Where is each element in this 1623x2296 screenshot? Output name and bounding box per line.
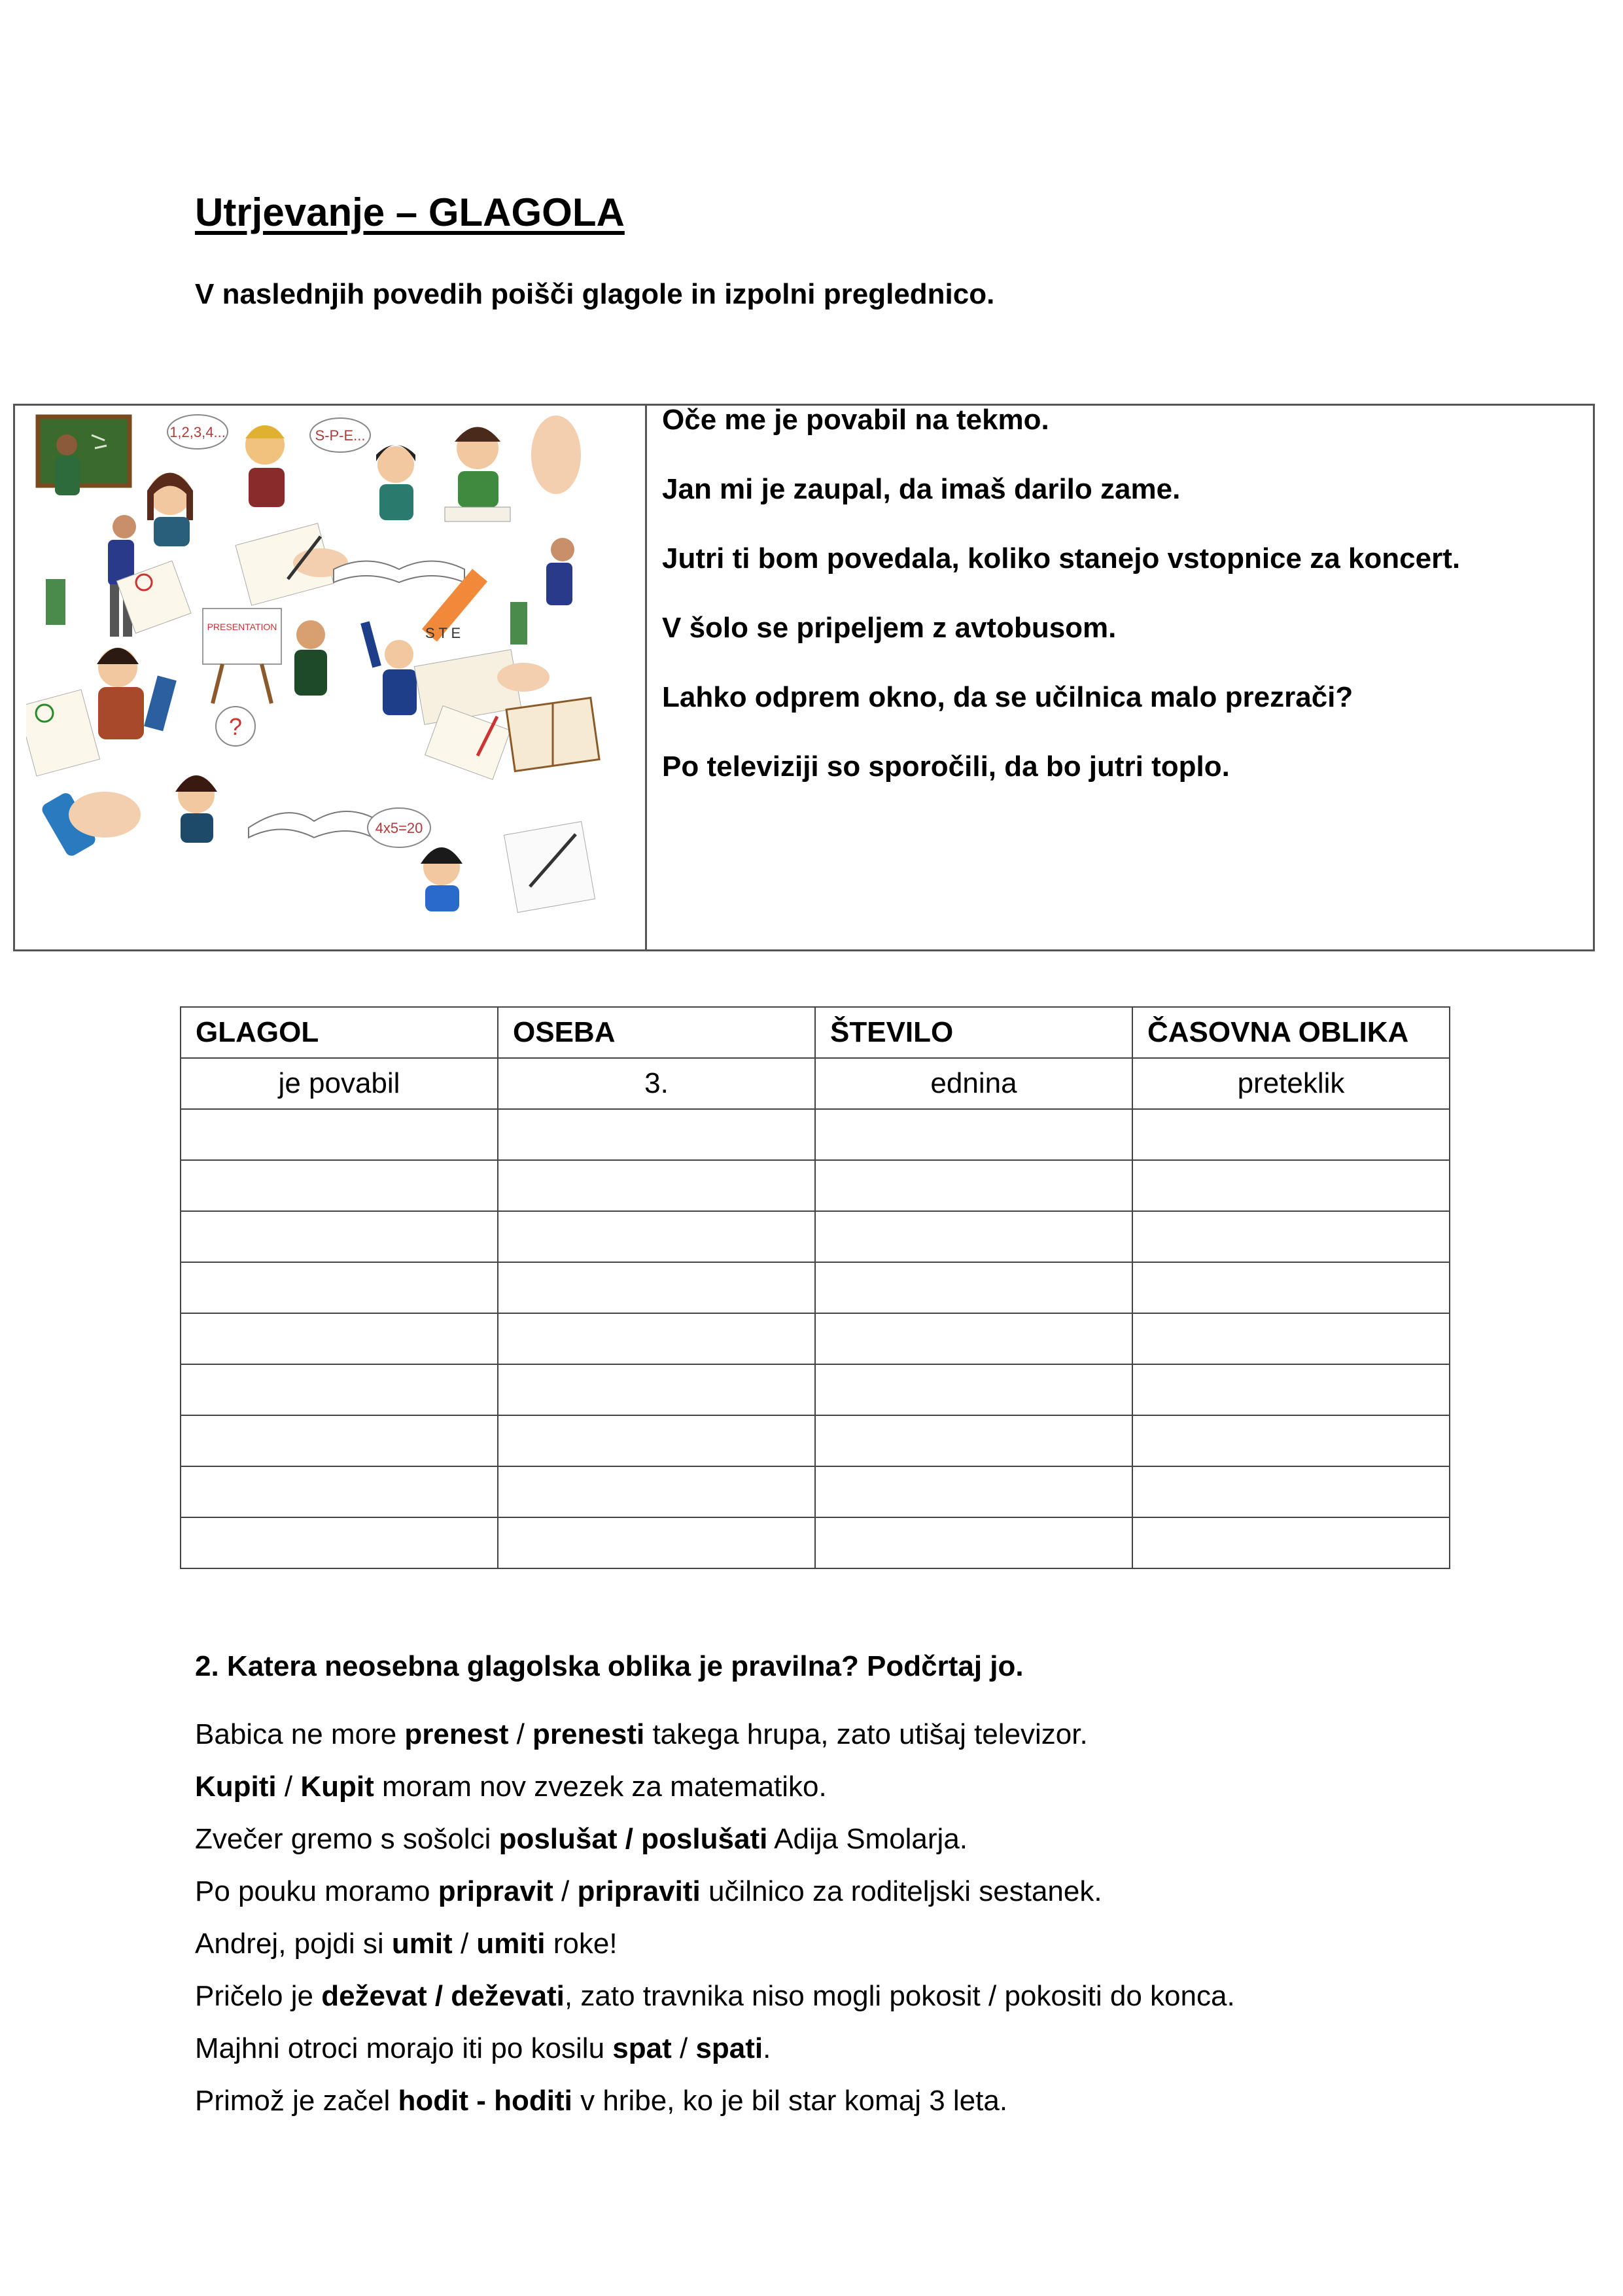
table-cell[interactable] xyxy=(815,1364,1132,1415)
open-book-flipping-icon xyxy=(249,811,379,838)
exercise-line xyxy=(195,1980,1235,2013)
exercise-line xyxy=(195,1875,1102,1908)
table-cell[interactable] xyxy=(1132,1364,1450,1415)
exercise-text: Zvečer gremo s sošolci xyxy=(195,1823,499,1855)
verb-choice[interactable]: Kupit xyxy=(300,1771,374,1803)
exercise-text: Pričelo je xyxy=(195,1980,322,2012)
chalkboard-teacher-icon xyxy=(38,417,130,495)
exercise-text: / xyxy=(452,1928,477,1960)
table-cell[interactable] xyxy=(498,1109,815,1160)
table-cell[interactable] xyxy=(498,1466,815,1517)
table-cell[interactable] xyxy=(815,1262,1132,1313)
walking-student-icon xyxy=(46,515,136,637)
table-cell[interactable] xyxy=(498,1517,815,1568)
exercise-text: roke! xyxy=(545,1928,618,1960)
header-glagol: GLAGOL xyxy=(181,1007,498,1058)
shocked-student-icon xyxy=(175,775,217,843)
exercise-text: . xyxy=(763,2032,771,2064)
surprised-student-icon xyxy=(147,473,193,547)
verb-choice[interactable]: pripravit xyxy=(438,1875,553,1907)
table-row xyxy=(181,1517,1450,1568)
table-cell[interactable] xyxy=(181,1262,498,1313)
bubble-spelling-text: S-P-E... xyxy=(315,427,366,444)
exercise-text: Po pouku moramo xyxy=(195,1875,438,1907)
sentence-6: Po televiziji so sporočili, da bo jutri toplo. xyxy=(662,751,1230,783)
verb-choice[interactable]: hodit - hoditi xyxy=(398,2085,572,2117)
listening-hand-icon xyxy=(531,415,581,494)
header-casovna-oblika: ČASOVNA OBLIKA xyxy=(1132,1007,1450,1058)
header-stevilo: ŠTEVILO xyxy=(815,1007,1132,1058)
easel-presentation-text: PRESENTATION xyxy=(207,622,277,632)
graded-test-icon xyxy=(26,690,100,776)
verb-choice[interactable]: umit xyxy=(391,1928,453,1960)
exercise-text: Adija Smolarja. xyxy=(767,1823,968,1855)
sentence-2: Jan mi je zaupal, da imaš darilo zame. xyxy=(662,473,1181,505)
notebook-icon xyxy=(506,698,599,771)
pencil-on-paper-icon xyxy=(504,821,595,912)
verb-choice[interactable]: Kupiti xyxy=(195,1771,277,1803)
verb-choice[interactable]: prenesti xyxy=(532,1718,645,1750)
sentence-5: Lahko odprem okno, da se učilnica malo prezrači? xyxy=(662,681,1353,713)
exercise-text: Majhni otroci morajo iti po kosilu xyxy=(195,2032,613,2064)
exercise-text: / xyxy=(553,1875,578,1907)
thinking-student-icon xyxy=(245,425,285,507)
table-cell[interactable] xyxy=(815,1517,1132,1568)
table-cell[interactable] xyxy=(815,1109,1132,1160)
table-cell[interactable] xyxy=(498,1211,815,1262)
table-cell[interactable] xyxy=(181,1415,498,1466)
box-divider xyxy=(645,404,647,951)
exercise-line xyxy=(195,2032,771,2065)
table-cell[interactable] xyxy=(181,1109,498,1160)
example-oseba: 3. xyxy=(498,1058,815,1109)
exercise-text: / xyxy=(276,1771,301,1803)
table-row xyxy=(181,1058,1450,1109)
verb-choice[interactable]: pripraviti xyxy=(577,1875,701,1907)
table-cell[interactable] xyxy=(181,1517,498,1568)
verb-choice[interactable]: spat xyxy=(612,2032,672,2064)
example-stevilo: ednina xyxy=(815,1058,1132,1109)
table-cell[interactable] xyxy=(1132,1517,1450,1568)
table-cell[interactable] xyxy=(1132,1313,1450,1364)
table-cell[interactable] xyxy=(498,1262,815,1313)
table-cell[interactable] xyxy=(181,1313,498,1364)
table-cell[interactable] xyxy=(498,1160,815,1211)
exercise-text: takega hrupa, zato utišaj televizor. xyxy=(644,1718,1088,1750)
question-mark-text: ? xyxy=(228,713,243,740)
task1-instruction: V naslednjih povedih poišči glagole in izpolni preglednico. xyxy=(195,278,995,310)
task2-heading: 2. Katera neosebna glagolska oblika je pravilna? Podčrtaj jo. xyxy=(195,1650,1024,1682)
reading-student-icon xyxy=(97,648,177,739)
table-cell[interactable] xyxy=(815,1466,1132,1517)
verb-choice[interactable]: prenest xyxy=(404,1718,509,1750)
example-casovna-oblika: preteklik xyxy=(1132,1058,1450,1109)
exercise-text: v hribe, ko je bil star komaj 3 leta. xyxy=(572,2085,1008,2117)
table-row xyxy=(181,1313,1450,1364)
verb-choice[interactable]: umiti xyxy=(476,1928,546,1960)
table-row xyxy=(181,1466,1450,1517)
speech-bubble-counting-icon xyxy=(167,415,228,449)
exercise-line xyxy=(195,1771,827,1803)
table-cell[interactable] xyxy=(181,1211,498,1262)
header-oseba: OSEBA xyxy=(498,1007,815,1058)
open-book-icon xyxy=(334,561,464,583)
table-cell[interactable] xyxy=(498,1313,815,1364)
table-row xyxy=(181,1415,1450,1466)
exercise-text: / xyxy=(508,1718,533,1750)
verb-choice[interactable]: poslušat / poslušati xyxy=(498,1823,768,1855)
hand-raised-student-icon xyxy=(360,621,417,715)
verb-choice[interactable]: spati xyxy=(695,2032,763,2064)
table-row xyxy=(181,1160,1450,1211)
table-row xyxy=(181,1109,1450,1160)
table-cell[interactable] xyxy=(1132,1262,1450,1313)
verb-table xyxy=(180,1006,1450,1569)
table-cell[interactable] xyxy=(181,1466,498,1517)
table-header-row xyxy=(181,1007,1450,1058)
table-cell[interactable] xyxy=(498,1364,815,1415)
question-bubble-icon xyxy=(216,707,255,746)
svg-text:S T E: S T E xyxy=(425,625,461,641)
exercise-text: , zato travnika niso mogli pokosit / pokositi do konca. xyxy=(564,1980,1235,2012)
table-row xyxy=(181,1211,1450,1262)
presenter-student-icon xyxy=(294,620,327,696)
table-cell[interactable] xyxy=(1132,1466,1450,1517)
exercise-line xyxy=(195,2085,1007,2117)
answering-student-icon xyxy=(421,847,462,911)
verb-choice[interactable]: deževat / deževati xyxy=(321,1980,565,2012)
table-cell[interactable] xyxy=(815,1160,1132,1211)
exercise-text: Primož je začel xyxy=(195,2085,398,2117)
exercise-text: / xyxy=(671,2032,696,2064)
table-row xyxy=(181,1364,1450,1415)
bubble-counting-text: 1,2,3,4... xyxy=(169,424,226,440)
pencil-eraser-icon xyxy=(422,569,487,641)
table-cell[interactable] xyxy=(1132,1160,1450,1211)
writing-hand-icon xyxy=(236,523,348,605)
exercise-line xyxy=(195,1928,618,1960)
example-glagol: je povabil xyxy=(181,1058,498,1109)
page-title: Utrjevanje – GLAGOLA xyxy=(195,190,625,234)
speech-bubble-spelling-icon xyxy=(310,418,370,452)
sentence-3: Jutri ti bom povedala, koliko stanejo vstopnice za koncert. xyxy=(662,542,1461,574)
stressed-student-icon xyxy=(445,427,510,522)
school-clipart-illustration xyxy=(26,409,602,919)
sitting-student-icon xyxy=(510,538,574,645)
table-cell[interactable] xyxy=(815,1313,1132,1364)
speech-bubble-math-icon xyxy=(368,808,430,847)
sentence-1: Oče me je povabil na tekmo. xyxy=(662,404,1049,436)
exercise-text: Andrej, pojdi si xyxy=(195,1928,392,1960)
glue-bottle-icon xyxy=(40,791,141,858)
table-cell[interactable] xyxy=(1132,1211,1450,1262)
table-row xyxy=(181,1262,1450,1313)
sentence-4: V šolo se pripeljem z avtobusom. xyxy=(662,612,1117,644)
exercise-text: učilnico za roditeljski sestanek. xyxy=(700,1875,1102,1907)
exercise-line xyxy=(195,1718,1088,1751)
table-cell[interactable] xyxy=(181,1364,498,1415)
exercise-text: Babica ne more xyxy=(195,1718,405,1750)
exercise-line xyxy=(195,1823,968,1856)
table-cell[interactable] xyxy=(815,1211,1132,1262)
table-cell[interactable] xyxy=(1132,1109,1450,1160)
bubble-math-text: 4x5=20 xyxy=(375,820,423,836)
table-cell[interactable] xyxy=(181,1160,498,1211)
table-cell[interactable] xyxy=(1132,1415,1450,1466)
table-cell[interactable] xyxy=(815,1415,1132,1466)
presentation-easel-icon xyxy=(203,609,281,703)
student-girl-icon xyxy=(376,445,415,520)
table-cell[interactable] xyxy=(498,1415,815,1466)
exercise-text: moram nov zvezek za matematiko. xyxy=(374,1771,827,1803)
